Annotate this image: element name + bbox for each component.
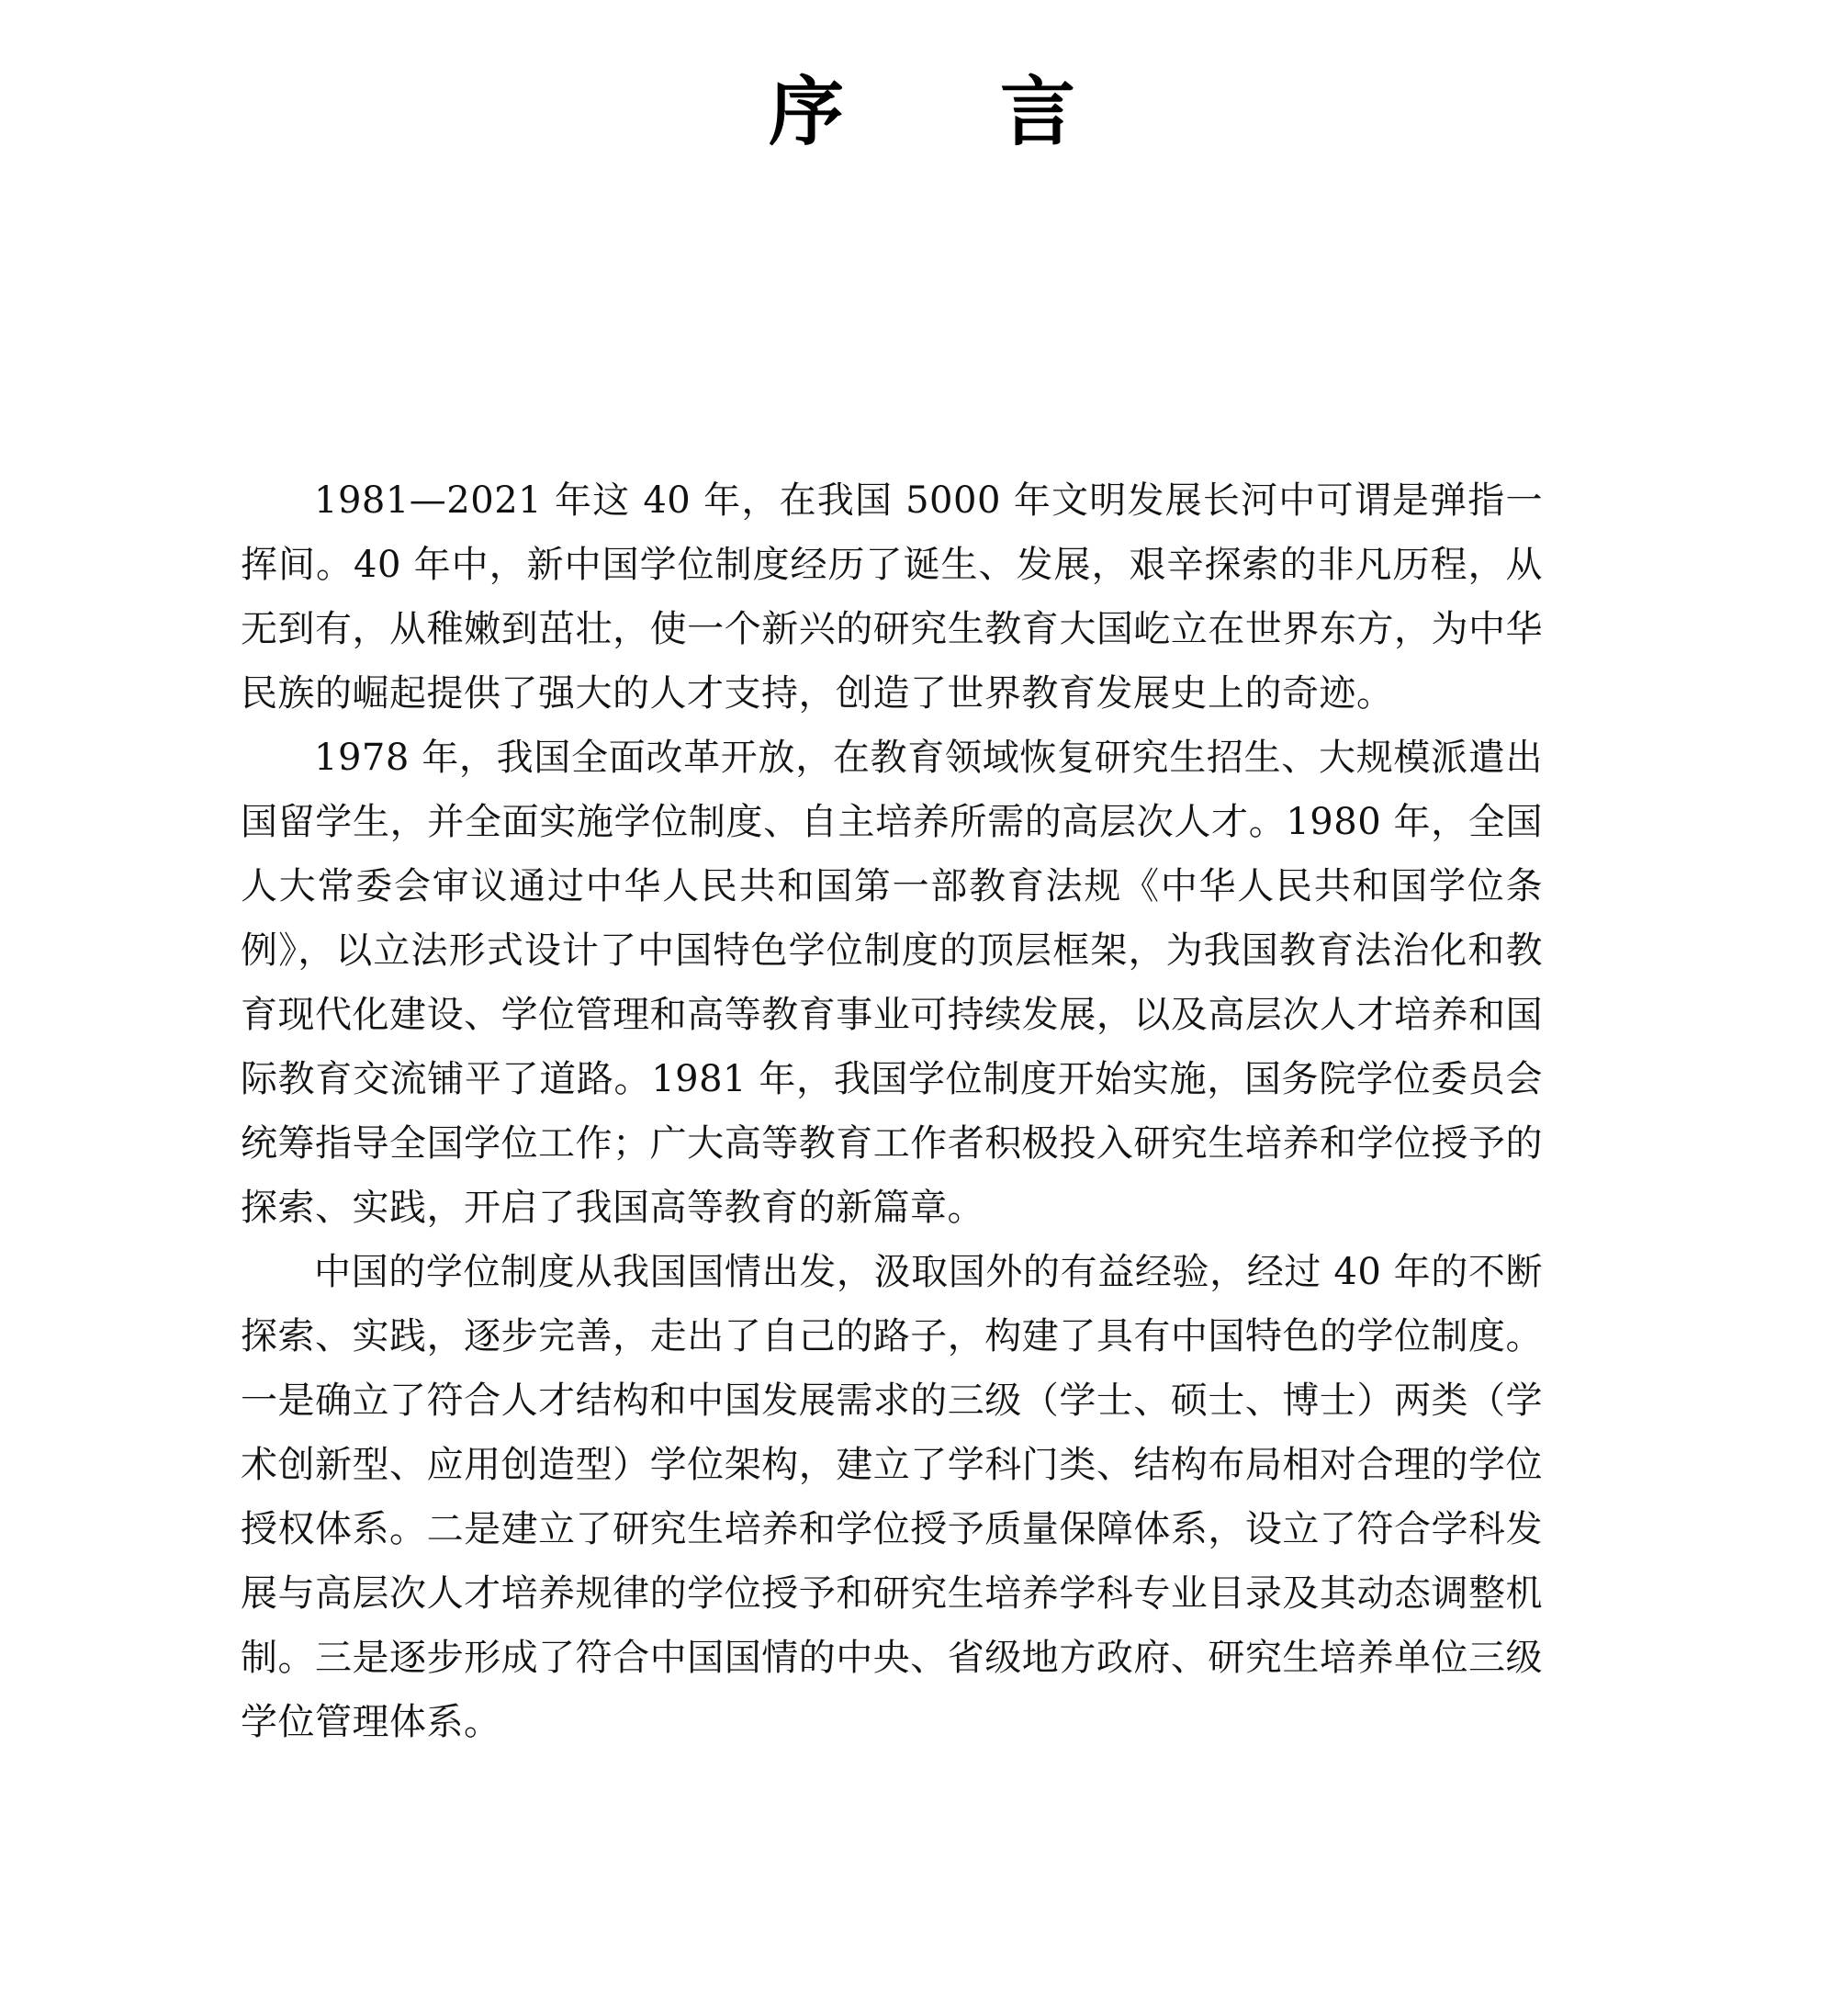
paragraph-1: 1981—2021 年这 40 年，在我国 5000 年文明发展长河中可谓是弹指一挥间。40 年中，新中国学位制度经历了诞生、发展，艰辛探索的非凡历程，从无到有，从稚嫩到茁壮，使一个新兴的研究生教育大国屹立在世界东方，为中华民族的崛起提供了强大的人才支持，创造了世界教育发展史上的奇迹。 [241,479,1543,715]
body-text [241,468,1543,1754]
title-char-1: 序 [768,67,844,156]
page-title [0,62,1844,163]
title-char-2: 言 [1000,67,1076,156]
paragraph-3: 中国的学位制度从我国国情出发，汲取国外的有益经验，经过 40 年的不断探索、实践，逐步完善，走出了自己的路子，构建了具有中国特色的学位制度。一是确立了符合人才结构和中国发展需求的三级（学士、硕士、博士）两类（学术创新型、应用创造型）学位架构，建立了学科门类、结构布局相对合理的学位授权体系。二是建立了研究生培养和学位授予质量保障体系，设立了符合学科发展与高层次人才培养规律的学位授予和研究生培养学科专业目录及其动态调整机制。三是逐步形成了符合中国国情的中央、省级地方政府、研究生培养单位三级学位管理体系。 [241,1251,1543,1743]
paragraph-2: 1978 年，我国全面改革开放，在教育领域恢复研究生招生、大规模派遣出国留学生，并全面实施学位制度、自主培养所需的高层次人才。1980 年，全国人大常委会审议通过中华人民共和国第一部教育法规《中华人民共和国学位条例》，以立法形式设计了中国特色学位制度的顶层框架，为我国教育法治化和教育现代化建设、学位管理和高等教育事业可持续发展，以及高层次人才培养和国际教育交流铺平了道路。1981 年，我国学位制度开始实施，国务院学位委员会统筹指导全国学位工作；广大高等教育工作者积极投入研究生培养和学位授予的探索、实践，开启了我国高等教育的新篇章。 [241,737,1543,1229]
